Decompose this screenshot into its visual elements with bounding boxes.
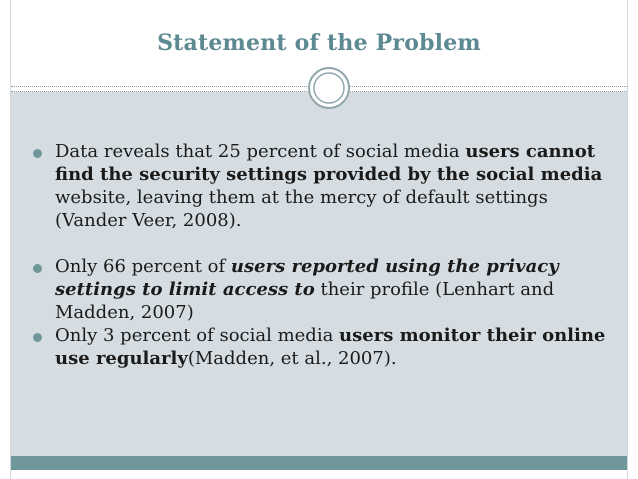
bullet-item <box>31 255 611 324</box>
bullet-text: Only 66 percent of <box>55 256 231 277</box>
bullet-item <box>31 140 611 232</box>
bullet-text: Data reveals that 25 percent of social media <box>55 141 466 162</box>
bullet-item <box>31 324 611 370</box>
slide <box>10 0 628 479</box>
bullet-emphasis: users cannot find the security settings provided by the social media <box>55 141 603 185</box>
bullet-emphasis: users reported using the privacy settings to limit access to <box>55 256 559 300</box>
bullet-text: (Madden, et al., 2007). <box>187 348 397 369</box>
bullet-list <box>31 140 611 370</box>
slide-title: Statement of the Problem <box>157 30 481 56</box>
bullet-text: Only 3 percent of social media <box>55 325 340 346</box>
circle-ornament-icon <box>307 66 351 110</box>
bullet-text: their profile (Lenhart and Madden, 2007) <box>55 279 555 323</box>
bullet-text: website, leaving them at the mercy of default settings (Vander Veer, 2008). <box>55 187 548 231</box>
bullet-dot-icon <box>33 149 42 158</box>
bullet-dot-icon <box>33 333 42 342</box>
bottom-accent-bar <box>11 456 627 470</box>
bullet-dot-icon <box>33 264 42 273</box>
bullet-emphasis: users monitor their online use regularly <box>55 325 606 369</box>
